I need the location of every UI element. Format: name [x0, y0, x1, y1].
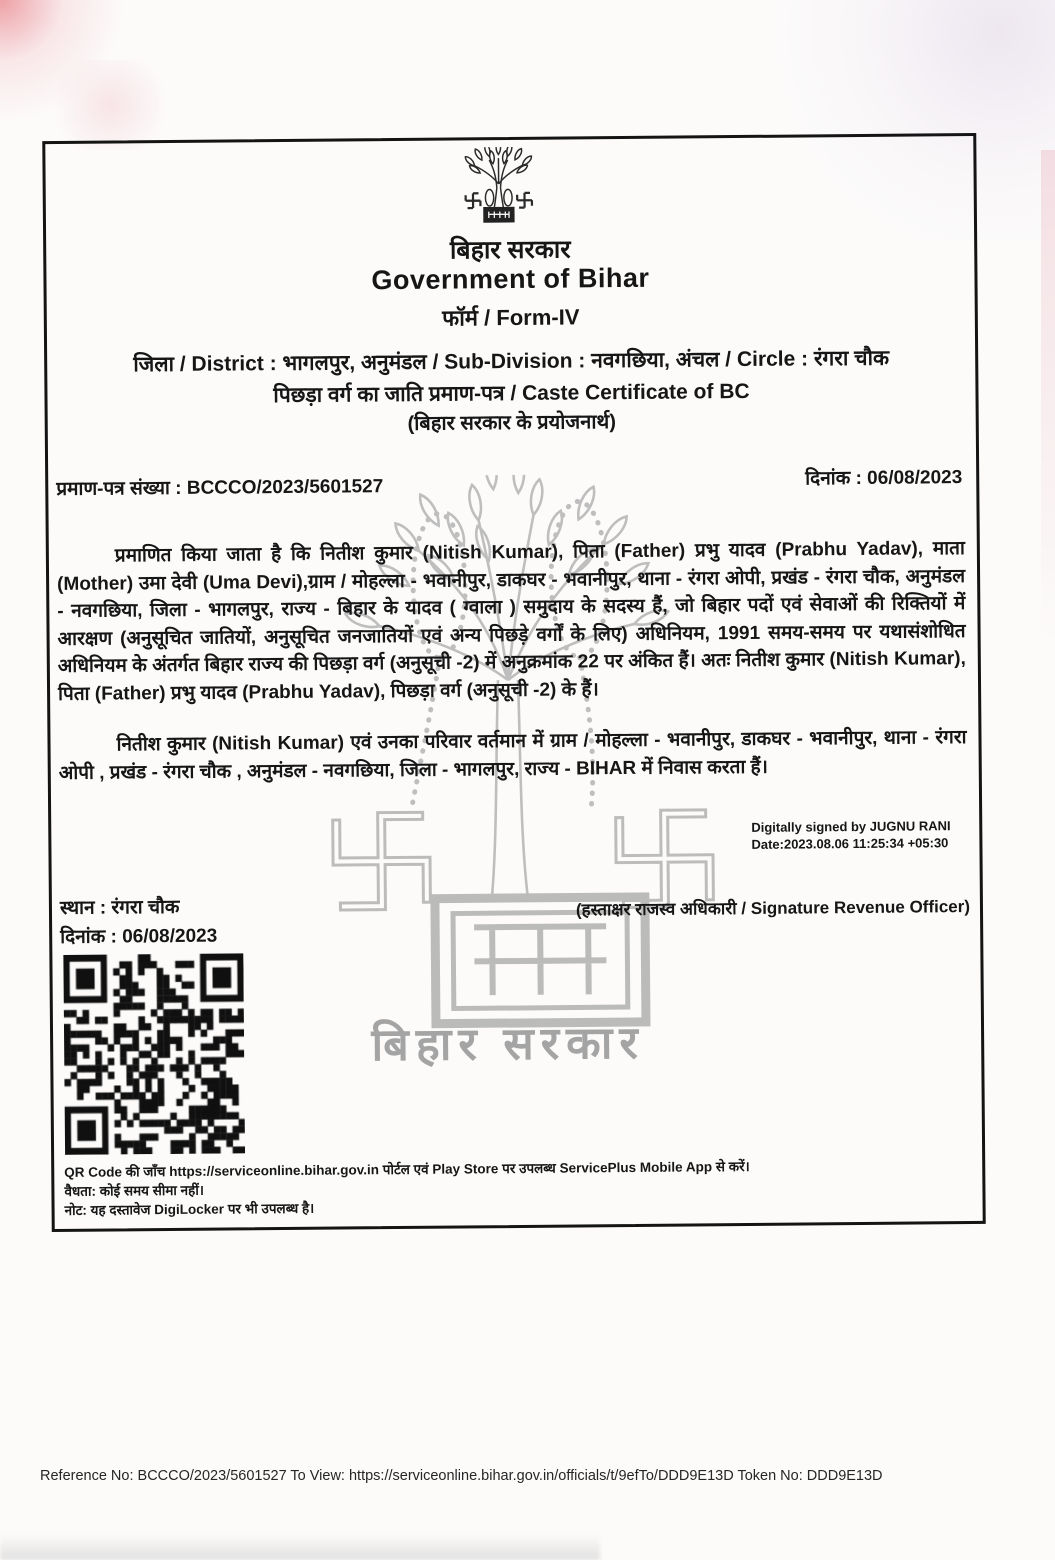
- certificate-body-paragraph-2: नितीश कुमार (Nitish Kumar) एवं उनका परिवार वर्तमान में ग्राम / मोहल्ला - भवानीपुर, डाकघर - भवानीपुर, थाना - रंगरा ओपी , प्रखंड - रंगरा चौक , अनुमंडल - नवगछिया, जिला - भागलपुर, राज्य - BIHAR में निवास करता हैं।: [58, 727, 967, 784]
- issue-date-top: दिनांक : 06/08/2023: [805, 467, 963, 490]
- certificate-border-box: [42, 133, 985, 1232]
- watermark-text: बिहार सरकार: [371, 1016, 645, 1071]
- scan-smudge-right-edge: [1041, 150, 1055, 650]
- digital-signature-line1: Digitally signed by JUGNU RANI: [751, 818, 951, 835]
- digital-signature-block: [751, 817, 951, 853]
- revenue-officer-signature-label: (हस्ताक्षर राजस्व अधिकारी / Signature Revenue Officer): [575, 897, 971, 920]
- note-qr-verification: QR Code की जाँच https://serviceonline.bihar.gov.in पोर्टल एवं Play Store पर उपलब्ध ServicePlus Mobile App से करें।: [64, 1158, 750, 1180]
- org-name-hindi: बिहार सरकार: [449, 235, 571, 265]
- certificate-title: पिछड़ा वर्ग का जाति प्रमाण-पत्र / Caste Certificate of BC: [273, 379, 750, 408]
- certificate-number: प्रमाण-पत्र संख्या : BCCCO/2023/5601527: [56, 476, 384, 500]
- note-validity: वैधता: कोई समय सीमा नहीं।: [64, 1182, 204, 1199]
- org-name-english: Government of Bihar: [371, 262, 650, 296]
- qr-code: [63, 953, 245, 1155]
- note-digilocker: नोट: यह दस्तावेज DigiLocker पर भी उपलब्ध है।: [64, 1200, 315, 1218]
- scan-noise-bottom-edge: [0, 1534, 600, 1560]
- scan-smudge-top-left-2: [40, 60, 180, 150]
- certificate-body-paragraph-1: प्रमाणित किया जाता है कि नितीश कुमार (Nitish Kumar), पिता (Father) प्रभु यादव (Prabhu Yadav), माता (Mother) उमा देवी (Uma Devi),ग्राम / मोहल्ला - भवानीपुर, डाकघर - भवानीपुर, थाना - रंगरा ओपी, प्रखंड - रंगरा चौक, अनुमंडल - नवगछिया, जिला - भागलपुर, राज्य - बिहार के यादव ( ग्वाला ) समुदाय के सदस्य हैं, जो बिहार पदों एवं सेवाओं की रिक्तियों में आरक्षण (अनुसूचित जातियों, अनुसूचित जनजातियों एवं अन्य पिछड़े वर्गों के लिए) अधिनियम, 1991 समय-समय पर यथासंशोधित अधिनियम के अंतर्गत बिहार राज्य की पिछड़ा वर्ग (अनुसूची -2) में अनुक्रमांक 22 पर अंकित हैं। अतः नितीश कुमार (Nitish Kumar), पिता (Father) प्रभु यादव (Prabhu Yadav), पिछड़ा वर्ग (अनुसूची -2) के हैं।: [57, 538, 966, 705]
- form-number: फॉर्म / Form-IV: [442, 304, 580, 331]
- bihar-government-emblem-icon: [451, 147, 546, 240]
- reference-footer-line: Reference No: BCCCO/2023/5601527 To View: https://serviceonline.bihar.gov.in/officials/t/9efTo/DDD9E13D Token No: DDD9E13D: [40, 1468, 883, 1484]
- purpose-line: (बिहार सरकार के प्रयोजनार्थ): [407, 411, 617, 435]
- place-line: स्थान : रंगरा चौक: [59, 896, 180, 919]
- issue-date-bottom: दिनांक : 06/08/2023: [60, 925, 218, 948]
- scan-smudge-top-left: [0, 0, 130, 120]
- district-subdivision-circle-line: जिला / District : भागलपुर, अनुमंडल / Sub-Division : नवगछिया, अंचल / Circle : रंगरा चौक: [133, 346, 890, 377]
- verification-notes: [64, 1157, 750, 1220]
- digital-signature-line2: Date:2023.08.06 11:25:34 +05:30: [751, 835, 949, 852]
